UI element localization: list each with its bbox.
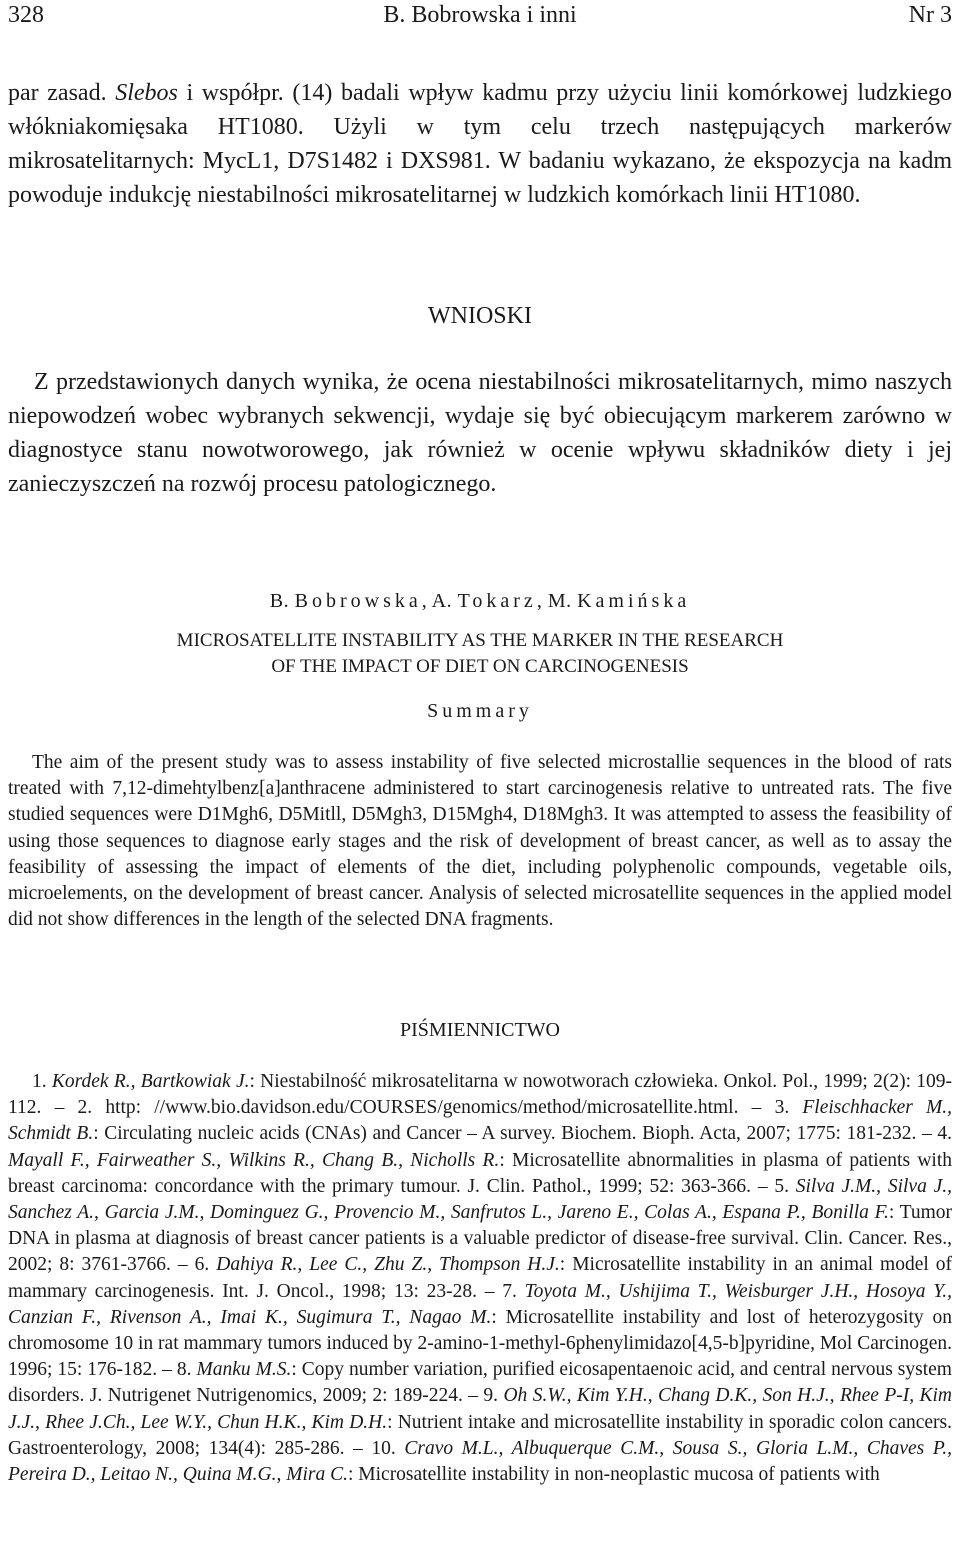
conclusions-paragraph (8, 365, 952, 501)
running-title: B. Bobrowska i inni (383, 2, 577, 28)
reference-number: – 8. (162, 1359, 197, 1381)
references-list (8, 1069, 952, 1488)
issue-number: Nr 3 (908, 2, 952, 28)
reference-text: http: //www.bio.davidson.edu/COURSES/genomics/method/microsatellite.html. (105, 1097, 752, 1119)
body-paragraph (8, 76, 952, 212)
reference-number: – 10. (353, 1437, 405, 1459)
reference-authors: Toyota M., Ushijima T., Weisburger J.H., Hosoya Y., Canzian F., Rivenson A., Imai K., Sugimura T., Nagao M. (8, 1280, 953, 1328)
abstract-text: The aim of the present study was to assess instability of five selected microstallie sequences in the blood of rats treated with 7,12-dimehtylbenz[a]anthracene administered to start carcinogenesis relative to untreated rats. The five studied sequences were D1Mgh6, D5Mitll, D5Mgh3, D15Mgh4, D18Mgh3. It was attempted to assess the feasibility of using those sequences to diagnose early stages and the risk of development of breast cancer, as well as to assay the feasibility of assessing the impact of elements of the diet, including polyphenolic compounds, vegetable oils, microelements, on the development of breast cancer. Analysis of selected microsatellite sequences in the applied model did not show differences in the length of the selected DNA fragments. (8, 752, 952, 931)
paragraph-lead: par zasad. (8, 80, 116, 106)
reference-authors: Oh S.W., Kim Y.H., Chang D.K., Son H.J., Rhee P-I, Kim J.J., Rhee J.Ch., Lee W.Y., Chun H.K., Kim D.H. (8, 1385, 952, 1433)
reference-authors: Mayall F., Fairweather S., Wilkins R., Chang B., Nicholls R. (8, 1149, 500, 1171)
reference-number: – 6. (177, 1254, 217, 1276)
english-title (0, 628, 960, 680)
reference-authors: Dahiya R., Lee C., Zhu Z., Thompson H.J. (216, 1254, 560, 1276)
conclusions-text: Z przedstawionych danych wynika, że ocena niestabilności mikrosatelitarnych, mimo naszych niepowodzeń wobec wybranych sekwencji, wydaje się być obiecującym markerem zarówno w diagnostyce stanu nowotworowego, jak również w ocenie wpływu składników diety i jej zanieczyszczeń na rozwój procesu patologicznego. (8, 369, 952, 497)
author-name: Kamińska (577, 590, 691, 612)
paragraph-text: i współpr. (14) badali wpływ kadmu przy użyciu linii komórkowej ludzkiego włókniakomięsaka HT1080. Użyli w tym celu trzech następujących markerów mikrosatelitarnych: MycL1, D7S1482 i DXS981. W badaniu wykazano, że ekspozycja na kadm powoduje indukcję niestabilności mikrosatelitarnej w ludzkich komórkach linii HT1080. (8, 80, 952, 208)
english-title-line: OF THE IMPACT OF DIET ON CARCINOGENESIS (271, 656, 689, 677)
reference-item (55, 1097, 752, 1118)
reference-text: : Niestabilność mikrosatelitarna w nowotworach człowieka. Onkol. Pol., 1999; 2(2): 109-112. (8, 1071, 953, 1119)
reference-authors: Kordek R., Bartkowiak J. (51, 1071, 250, 1092)
page-number: 328 (8, 2, 44, 28)
reference-number: – 5. (757, 1175, 796, 1197)
conclusions-heading: WNIOSKI (428, 303, 532, 329)
english-title-line: MICROSATELLITE INSTABILITY AS THE MARKER IN THE RESEARCH (176, 630, 784, 651)
summary-heading: Summary (427, 700, 533, 722)
reference-number: – 2. (54, 1097, 106, 1119)
reference-authors: Fleischhacker M., Schmidt B. (8, 1097, 953, 1145)
reference-text: : Microsatellite instability in non-neoplastic mucosa of patients with (347, 1464, 880, 1486)
reference-number: – 7. (484, 1280, 525, 1302)
reference-authors: Cravo M.L., Albuquerque C.M., Sousa S., Gloria L.M., Chaves P., Pereira D., Leitao N., Quina M.G., Mira C. (8, 1437, 952, 1486)
english-abstract (8, 750, 952, 933)
author-name: Tokarz (457, 590, 537, 612)
reference-text: : Circulating nucleic acids (CNAs) and Cancer – A survey. Biochem. Bioph. Acta, 2007; 1775: 181-232. (93, 1123, 923, 1145)
summary-authors: B. Bobrowska, A. Tokarz, M. Kamińska (269, 590, 691, 612)
author-name: Bobrowska (294, 590, 422, 612)
reference-text: : Microsatellite instability and lost of heterozygosity on chromosome 10 in rat mammary tumors induced by 2-amino-1-methyl-6phenylimidazo[4,5-b]pyridine, Mol Carcinogen. 1996; 15: 176-182. (8, 1306, 953, 1381)
reference-text: : Microsatellite instability in an animal model of mammary carcinogenesis. Int. J. Oncol., 1998; 13: 23-28. (8, 1254, 952, 1302)
reference-number: 1. (32, 1071, 52, 1092)
reference-number: – 4. (922, 1123, 952, 1145)
reference-number: – 3. (751, 1097, 803, 1119)
references-heading: PIŚMIENNICTWO (400, 1019, 560, 1041)
reference-number: – 9. (468, 1385, 504, 1407)
reference-authors: Manku M.S. (196, 1359, 292, 1381)
reference-authors: Silva J.M., Silva J., Sanchez A., Garcia J.M., Dominguez G., Provencio M., Sanfrutos L., Jareno E., Colas A., Espana P., Bonilla F. (8, 1175, 952, 1224)
running-header (8, 0, 952, 30)
reference-text: : Tumor DNA in plasma at diagnosis of breast cancer patients is a valuable predictor of disease-free survival. Clin. Cancer. Res., 2002; 8: 3761-3766. (8, 1202, 952, 1276)
cited-author: Slebos (115, 80, 178, 106)
reference-text: : Microsatellite abnormalities in plasma of patients with breast carcinoma: concordance with the primary tumour. J. Clin. Pathol., 1999; 52: 363-366. (8, 1149, 952, 1197)
reference-text: : Copy number variation, purified eicosapentaenoic acid, and central nervous system disorders. J. Nutrigenet Nutrigenomics, 2009; 2: 189-224. (8, 1359, 952, 1407)
reference-text: : Nutrient intake and microsatellite instability in sporadic colon cancers. Gastroenterology, 2008; 134(4): 285-286. (8, 1411, 952, 1459)
